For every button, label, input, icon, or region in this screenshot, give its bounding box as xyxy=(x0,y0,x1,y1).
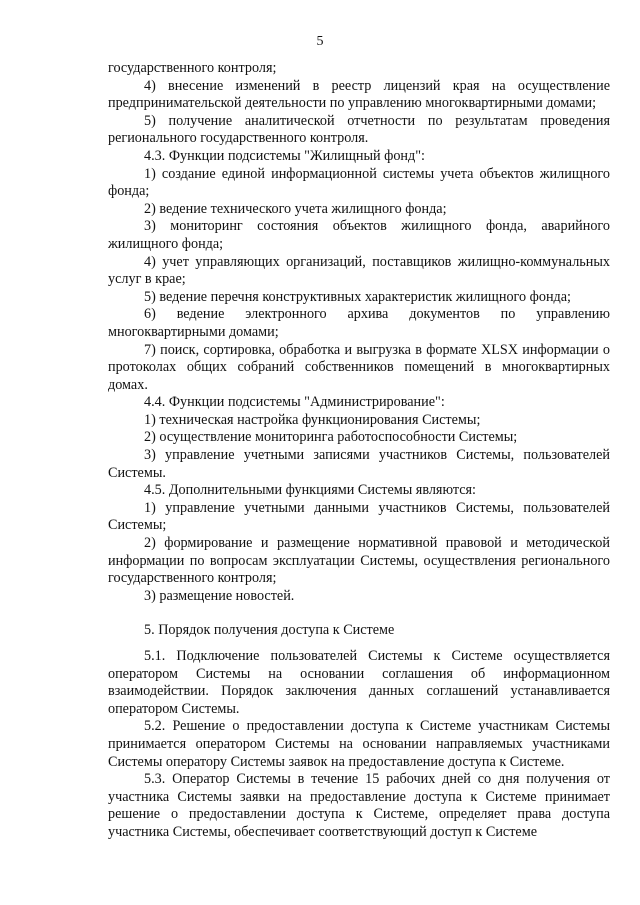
list-item-5: 5) получение аналитической отчетности по результатам проведения регионального государственного контроля. xyxy=(108,112,610,147)
list-item-3: 3) управление учетными записями участников Системы, пользователей Системы. xyxy=(108,447,610,481)
list-item-1: 1) управление учетными данными участников Системы, пользователей Системы; xyxy=(108,499,610,534)
list-item-1: 1) создание единой информационной системы учета объектов жилищного фонда; xyxy=(108,165,610,200)
section-heading-4-4: 4.4. Функции подсистемы "Администрирование": xyxy=(144,394,445,411)
list-item-2: 2) формирование и размещение нормативной правовой и методической информации по вопросам эксплуатации Системы, осуществления регионального государственного контроля; xyxy=(108,535,610,587)
list-item-3: 3) размещение новостей. xyxy=(144,587,295,604)
list-item-5: 5) ведение перечня конструктивных характеристик жилищного фонда; xyxy=(144,288,571,305)
section-heading-4-3: 4.3. Функции подсистемы "Жилищный фонд": xyxy=(144,147,425,164)
list-item-2: 2) ведение технического учета жилищного фонда; xyxy=(144,200,447,217)
list-item-4: 4) внесение изменений в реестр лицензий края на осуществление предпринимательской деятельности по управлению многоквартирными домами; xyxy=(108,77,610,112)
document-body xyxy=(108,60,610,842)
clause-5-3: 5.3. Оператор Системы в течение 15 рабочих дней со дня получения от участника Системы заявки на предоставление доступа к Системе принимает решение о предоставлении доступа к Системе, определяет права доступа участника Системы, обеспечивает соответствующий доступ к Системе xyxy=(108,771,610,840)
list-item-4: 4) учет управляющих организаций, поставщиков жилищно-коммунальных услуг в крае; xyxy=(108,253,610,288)
section-heading-4-5: 4.5. Дополнительными функциями Системы являются: xyxy=(144,482,476,499)
paragraph-continuation: государственного контроля; xyxy=(108,60,277,76)
page-number: 5 xyxy=(316,34,324,49)
list-item-1: 1) техническая настройка функционирования Системы; xyxy=(144,411,481,428)
section-title-5: 5. Порядок получения доступа к Системе xyxy=(144,622,395,639)
list-item-2: 2) осуществление мониторинга работоспособности Системы; xyxy=(144,429,518,446)
clause-5-1: 5.1. Подключение пользователей Системы к Системе осуществляется оператором Системы на основании соглашения об информационном взаимодействии. Порядок заключения данных соглашений устанавливается оператором Системы. xyxy=(108,648,610,717)
list-item-3: 3) мониторинг состояния объектов жилищного фонда, аварийного жилищного фонда; xyxy=(108,218,610,252)
clause-5-2: 5.2. Решение о предоставлении доступа к Системе участникам Системы принимается оператором Системы на основании направляемых участниками Системы оператору Системы заявок на предоставление доступа к Системе. xyxy=(108,718,610,770)
list-item-6: 6) ведение электронного архива документов по управлению многоквартирными домами; xyxy=(108,306,610,340)
list-item-7: 7) поиск, сортировка, обработка и выгрузка в формате XLSX информации о протоколах общих собраний собственников помещений в многоквартирных домах. xyxy=(108,341,610,393)
